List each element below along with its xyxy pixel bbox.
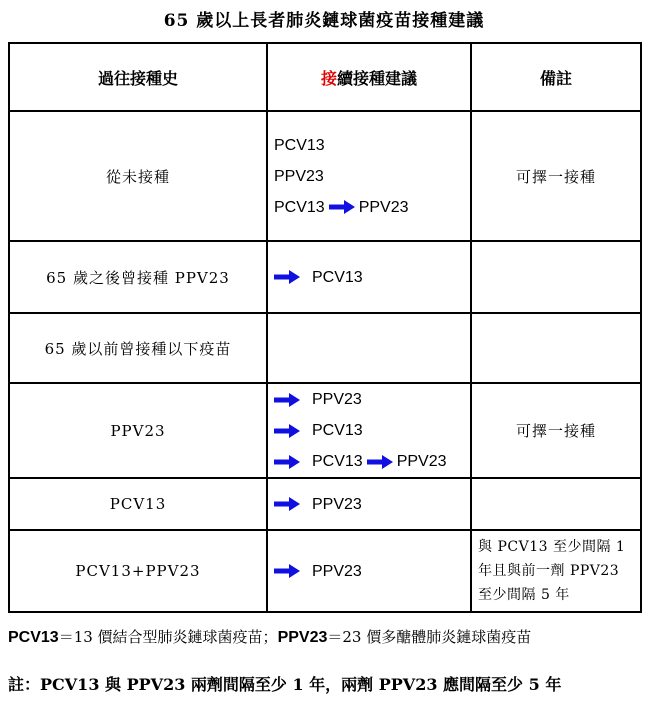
vaccine-label: PCV13 xyxy=(312,268,363,286)
table-row xyxy=(9,241,641,313)
vaccine-table xyxy=(8,42,642,613)
history-cell: 65 歲以前曾接種以下疫苗 xyxy=(9,313,267,383)
page-title: 65 歲以上長者肺炎鏈球菌疫苗接種建議 xyxy=(163,11,485,31)
recommendation-cell xyxy=(267,111,471,241)
table-row xyxy=(9,383,641,478)
right-arrow-icon xyxy=(274,393,300,407)
header-recommendation-rest: 續接種建議 xyxy=(337,68,418,88)
recommendation-line xyxy=(274,384,470,415)
legend-pcv-text: ＝13 價結合型肺炎鏈球菌疫苗； xyxy=(58,628,278,646)
remark-cell: 與 PCV13 至少間隔 1 年且與前一劑 PPV23 至少間隔 5 年 xyxy=(471,530,641,612)
recommendation-line xyxy=(274,446,470,477)
right-arrow-icon xyxy=(274,497,300,511)
legend-ppv-text: ＝23 價多醣體肺炎鏈球菌疫苗 xyxy=(327,628,532,646)
header-history: 過往接種史 xyxy=(9,43,267,111)
legend-pcv-code: PCV13 xyxy=(8,629,59,646)
vaccine-label: PPV23 xyxy=(312,391,362,408)
recommendation-line xyxy=(274,489,470,520)
recommendation-line xyxy=(274,161,470,192)
remark-cell xyxy=(471,313,641,383)
legend xyxy=(8,626,531,647)
vaccine-label: PPV23 xyxy=(358,198,409,216)
recommendation-cell xyxy=(267,313,471,383)
right-arrow-icon xyxy=(329,200,355,214)
recommendation-line xyxy=(274,415,470,446)
recommendation-line xyxy=(274,556,470,587)
vaccine-label: PCV13 xyxy=(274,198,325,216)
right-arrow-icon xyxy=(274,270,300,284)
table-header-row xyxy=(9,43,641,111)
vaccine-label: PCV13 xyxy=(312,422,363,439)
header-recommendation-highlight: 接 xyxy=(320,68,337,88)
header-remarks: 備註 xyxy=(471,43,641,111)
legend-ppv-code: PPV23 xyxy=(277,629,328,646)
remark-cell: 可擇一接種 xyxy=(471,383,641,478)
table-row xyxy=(9,111,641,241)
recommendation-line xyxy=(274,262,470,293)
recommendation-line xyxy=(274,192,470,223)
recommendation-cell xyxy=(267,530,471,612)
vaccine-label: PCV13 xyxy=(274,136,325,154)
recommendation-line xyxy=(274,130,470,161)
right-arrow-icon xyxy=(274,424,300,438)
remark-cell: 可擇一接種 xyxy=(471,111,641,241)
history-cell: PCV13 xyxy=(9,478,267,530)
history-cell: 65 歲之後曾接種 PPV23 xyxy=(9,241,267,313)
remark-cell xyxy=(471,241,641,313)
header-recommendation xyxy=(267,43,471,111)
recommendation-cell xyxy=(267,478,471,530)
vaccine-label: PCV13 xyxy=(312,453,363,470)
table-row xyxy=(9,478,641,530)
table-row xyxy=(9,313,641,383)
table-row xyxy=(9,530,641,612)
vaccine-label: PPV23 xyxy=(312,495,362,513)
recommendation-cell xyxy=(267,383,471,478)
history-cell: 從未接種 xyxy=(9,111,267,241)
right-arrow-icon xyxy=(274,455,300,469)
recommendation-cell xyxy=(267,241,471,313)
vaccine-label: PPV23 xyxy=(312,562,362,580)
vaccine-label: PPV23 xyxy=(274,167,324,185)
right-arrow-icon xyxy=(367,455,393,469)
history-cell: PCV13+PPV23 xyxy=(9,530,267,612)
remark-cell xyxy=(471,478,641,530)
right-arrow-icon xyxy=(274,564,300,578)
footnote: 註：PCV13 與 PPV23 兩劑間隔至少 1 年，兩劑 PPV23 應間隔至少 5 年 xyxy=(8,675,562,694)
vaccine-label: PPV23 xyxy=(396,453,447,470)
history-cell: PPV23 xyxy=(9,383,267,478)
